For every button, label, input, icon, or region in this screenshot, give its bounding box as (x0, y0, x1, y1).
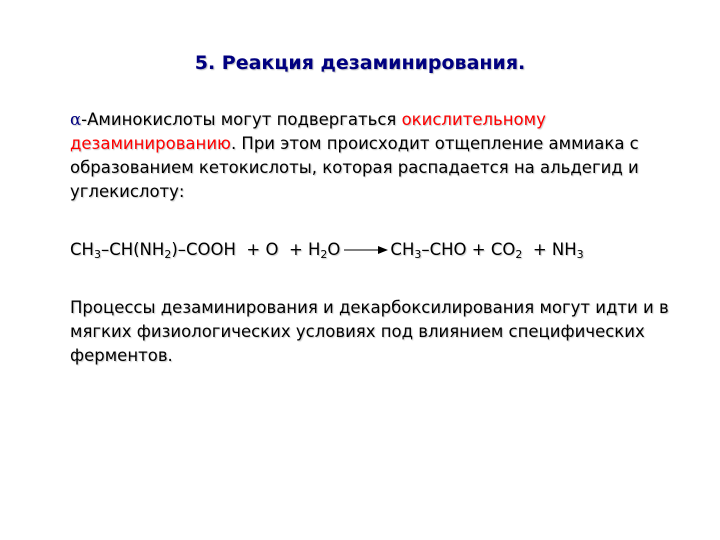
reaction-equation (70, 238, 690, 262)
subscript: 3 (93, 248, 101, 261)
intro-text-part2: . При этом происходит отщепление аммиака с образованием кетокислоты, которая распадается на альдегид и углекислоту: (70, 134, 639, 201)
product-text: CH (390, 240, 415, 259)
highlighted-term: окислительному дезаминированию (70, 110, 546, 153)
reactant-text: )–COOH + O + H (171, 240, 321, 259)
reactant-text: –CH(NH (100, 240, 165, 259)
subscript: 2 (320, 248, 328, 261)
subscript: 2 (164, 248, 172, 261)
subscript: 3 (576, 248, 584, 261)
reactant-text: O (327, 240, 341, 259)
intro-text-part1: -Аминокислоты могут подвергаться (81, 110, 402, 129)
product-text: –CHO + CO (421, 240, 516, 259)
reaction-arrow-icon (344, 244, 388, 256)
slide-title: 5. Реакция дезаминирования. (194, 52, 526, 74)
conclusion-paragraph: Процессы дезаминирования и декарбоксилирования могут идти и в мягких физиологических условиях под влиянием специфических ферментов. (70, 298, 669, 365)
intro-paragraph (70, 108, 690, 204)
reactant-text: CH (70, 240, 94, 259)
subscript: 2 (515, 248, 523, 261)
alpha-symbol: α (70, 110, 82, 129)
product-text: + NH (522, 240, 577, 259)
subscript: 3 (414, 248, 422, 261)
